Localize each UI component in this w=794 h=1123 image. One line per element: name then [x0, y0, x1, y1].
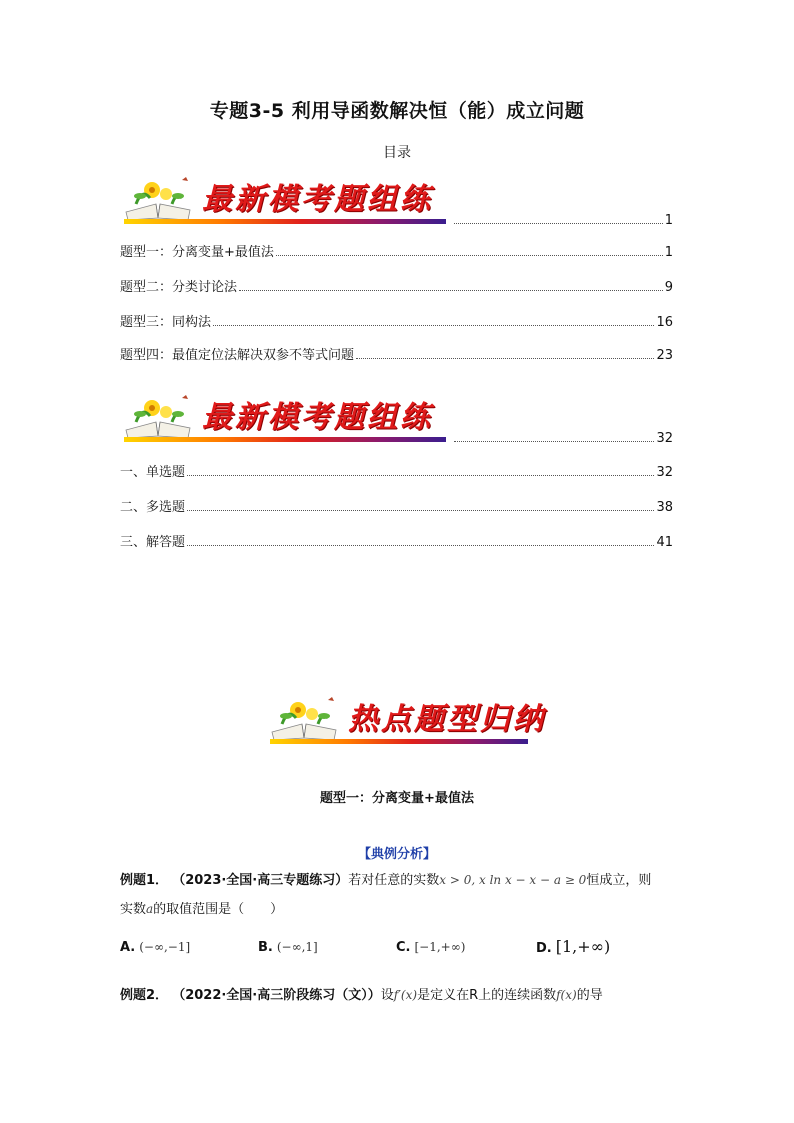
toc-row[interactable]: [120, 312, 673, 330]
example-1-label: 例题1．: [120, 873, 169, 888]
example-2-text: 设: [380, 988, 394, 1003]
example-2-question: [120, 981, 680, 1010]
toc-row[interactable]: [120, 242, 673, 260]
example-1-question: [120, 866, 680, 924]
page-title: 专题3-5 利用导函数解决恒（能）成立问题: [209, 100, 585, 122]
toc-row-banner2[interactable]: [452, 428, 673, 446]
toc-item-label: 二、多选题: [120, 500, 186, 515]
banner-title: 最新模考题组练: [202, 400, 433, 435]
toc-item-label: 题型二：分类讨论法: [120, 280, 238, 295]
option-b[interactable]: [258, 940, 318, 955]
example-2-source: （2022·全国·高三阶段练习（文））: [172, 988, 381, 1003]
toc-row-banner1[interactable]: [452, 210, 673, 228]
example-2-math: f(x): [556, 988, 577, 1002]
toc-row[interactable]: [120, 277, 673, 295]
example-1-text: 实数: [120, 902, 147, 917]
toc-row[interactable]: [120, 462, 673, 480]
toc-leader-dots: [454, 440, 654, 442]
toc-page-number: 41: [656, 535, 673, 550]
toc-leader-dots: [187, 509, 654, 511]
toc-item-label: 题型四：最值定位法解决双参不等式问题: [120, 348, 355, 363]
toc-leader-dots: [213, 324, 654, 326]
example-1-math: x > 0, x ln x − x − a ≥ 0: [439, 873, 587, 887]
toc-leader-dots: [239, 289, 663, 291]
toc-page-number: 38: [656, 500, 673, 515]
toc-leader-dots: [187, 474, 654, 476]
toc-label: 目录: [383, 145, 411, 161]
option-key: B.: [258, 940, 273, 955]
example-1-text: 恒成立，则: [586, 873, 652, 888]
banner-latest-exams: [122, 172, 452, 224]
example-1-var: a: [146, 902, 154, 916]
option-value: [−1,+∞): [414, 940, 466, 954]
option-key: C.: [396, 940, 411, 955]
example-heading: 【典例分析】: [357, 847, 436, 862]
toc-leader-dots: [276, 254, 663, 256]
toc-page-number: 32: [656, 465, 673, 480]
example-1-text: 的取值范围是（ ）: [153, 902, 284, 917]
example-2-label: 例题2．: [120, 988, 169, 1003]
toc-item-label: 一、单选题: [120, 465, 186, 480]
section-heading: 题型一：分离变量+最值法: [320, 791, 474, 806]
toc-leader-dots: [454, 222, 663, 224]
option-value: [1,+∞): [555, 937, 611, 956]
toc-row[interactable]: [120, 532, 673, 550]
option-key: D.: [536, 941, 552, 956]
option-key: A.: [120, 940, 136, 955]
open-book-flower-icon: [122, 392, 194, 438]
banner-gradient-bar: [124, 219, 446, 224]
toc-item-label: 题型一：分离变量+最值法: [120, 245, 274, 260]
banner-title: 热点题型归纳: [348, 702, 546, 737]
option-value: (−∞,−1]: [139, 940, 191, 954]
banner-title: 最新模考题组练: [202, 182, 433, 217]
option-d[interactable]: [536, 937, 610, 956]
banner-gradient-bar: [124, 437, 446, 442]
toc-row[interactable]: [120, 497, 673, 515]
option-c[interactable]: [396, 940, 465, 955]
toc-page-number: 9: [664, 280, 673, 295]
example-1-text: 若对任意的实数: [348, 873, 440, 888]
open-book-flower-icon: [122, 174, 194, 220]
toc-row[interactable]: [120, 345, 673, 363]
example-2-text: 是定义在R上的连续函数: [417, 988, 557, 1003]
option-a[interactable]: [120, 940, 190, 955]
toc-item-label: 三、解答题: [120, 535, 186, 550]
toc-page-number: 32: [656, 431, 673, 446]
toc-page-number: 1: [664, 245, 673, 260]
toc-leader-dots: [187, 544, 654, 546]
open-book-flower-icon: [268, 694, 340, 740]
toc-item-label: 题型三：同构法: [120, 315, 212, 330]
toc-leader-dots: [356, 357, 654, 359]
example-2-math: f′(x): [393, 988, 418, 1002]
example-2-text: 的导: [576, 988, 603, 1003]
toc-page-number: 23: [656, 348, 673, 363]
toc-page-number: 1: [664, 213, 673, 228]
option-value: (−∞,1]: [276, 940, 318, 954]
banner-hot-topics: [268, 692, 546, 744]
banner-gradient-bar: [270, 739, 528, 744]
example-1-source: （2023·全国·高三专题练习）: [172, 873, 349, 888]
banner-latest-exams: [122, 390, 452, 442]
toc-page-number: 16: [656, 315, 673, 330]
